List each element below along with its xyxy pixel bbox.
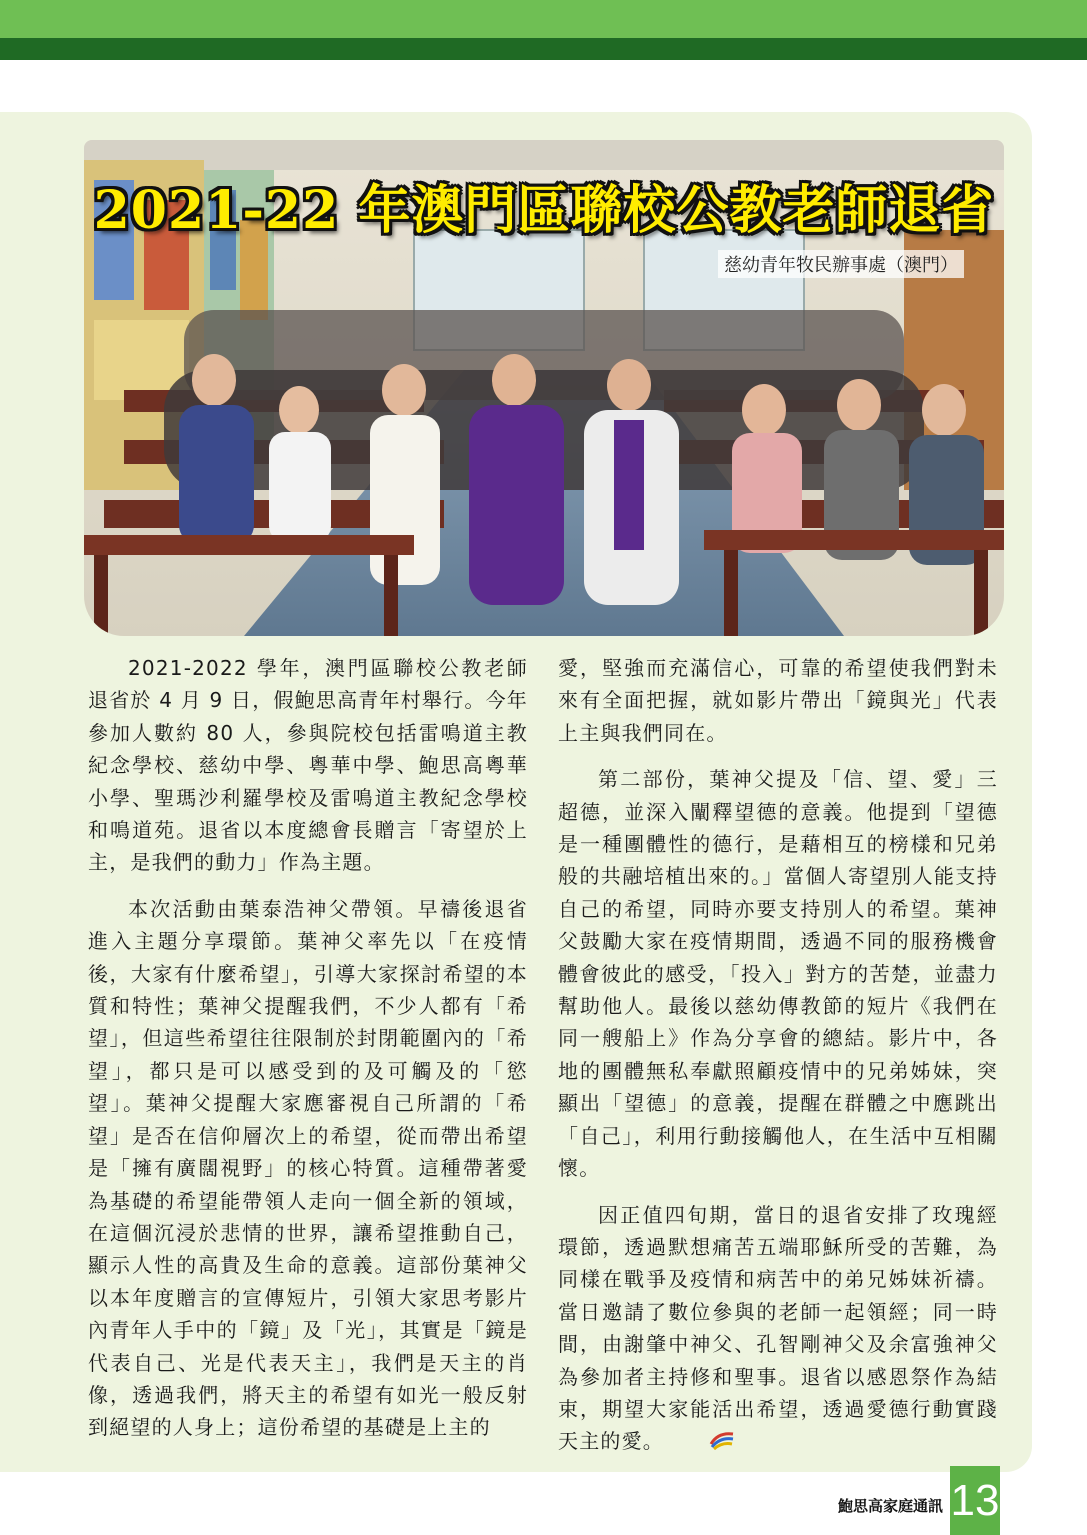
article-title: 2021-22 年澳門區聯校公教老師退省 xyxy=(93,180,995,241)
paragraph-4-text: 因正值四旬期，當日的退省安排了玫瑰經環節，透過默想痛苦五端耶穌所受的苦難，為同樣在戰爭及疫情和病苦中的弟兄姊妹祈禱。當日邀請了數位參與的老師一起領經；同一時間，由謝肇中神父、孔智剛神父及余富強神父為參加者主持修和聖事。退省以感恩祭作為結束，期望大家能活出希望，透過愛德行動實踐天主的愛。 xyxy=(558,1202,998,1454)
page-number: 13 xyxy=(950,1466,1000,1535)
paragraph-2: 本次活動由葉泰浩神父帶領。早禱後退省進入主題分享環節。葉神父率先以「在疫情後，大家有什麼希望」，引導大家探討希望的本質和特性；葉神父提醒我們，不少人都有「希望」，但這些希望往往限制於封閉範圍內的「希望」，都只是可以感受到的及可觸及的「慾望」。葉神父提醒大家應審視自己所謂的「希望」是否在信仰層次上的希望，從而帶出希望是「擁有廣闊視野」的核心特質。這種帶著愛為基礎的希望能帶領人走向一個全新的領域，在這個沉浸於悲情的世界，讓希望推動自己，顯示人性的高貴及生命的意義。這部份葉神父以本年度贈言的宣傳短片，引領大家思考影片內青年人手中的「鏡」及「光」，其實是「鏡是代表自己、光是代表天主」，我們是天主的肖像，透過我們，將天主的希望有如光一般反射到絕望的人身上；這份希望的基礎是上主的 xyxy=(88,896,528,1440)
article-column-right xyxy=(558,652,998,1473)
footer-publication: 鮑思高家庭通訊 xyxy=(838,1497,944,1515)
group-photo xyxy=(84,140,1004,636)
header-band-dark xyxy=(0,38,1087,60)
paragraph-2-continued: 愛，堅強而充滿信心，可靠的希望使我們對未來有全面把握，就如影片帶出「鏡與光」代表上主與我們同在。 xyxy=(558,656,998,745)
header-band-light xyxy=(0,0,1087,38)
article-column-left xyxy=(88,652,528,1458)
paragraph-4 xyxy=(558,1199,998,1460)
paragraph-3: 第二部份，葉神父提及「信、望、愛」三超德，並深入闡釋望德的意義。他提到「望德是一種團體性的德行，是藉相互的榜樣和兄弟般的共融培植出來的。」當個人寄望別人能支持自己的希望，同時亦要支持別人的希望。葉神父鼓勵大家在疫情期間，透過不同的服務機會體會彼此的感受，「投入」對方的苦楚，並盡力幫助他人。最後以慈幼傳教節的短片《我們在同一艘船上》作為分享會的總結。影片中，各地的團體無私奉獻照顧疫情中的兄弟姊妹，突顯出「望德」的意義，提醒在群體之中應跳出「自己」，利用行動接觸他人，在生活中互相關懷。 xyxy=(558,767,998,1181)
paragraph-1: 2021-2022 學年，澳門區聯校公教老師退省於 4 月 9 日，假鮑思高青年村舉行。今年參加人數約 80 人，參與院校包括雷鳴道主教紀念學校、慈幼中學、粵華中學、鮑思高粵華小學、聖瑪沙利羅學校及雷鳴道主教紀念學校和鳴道苑。退省以本度總會長贈言「寄望於上主，是我們的動力」作為主題。 xyxy=(88,656,528,875)
article-author: 慈幼青年牧民辦事處（澳門） xyxy=(718,250,964,278)
salesian-logo-icon xyxy=(668,1427,736,1459)
